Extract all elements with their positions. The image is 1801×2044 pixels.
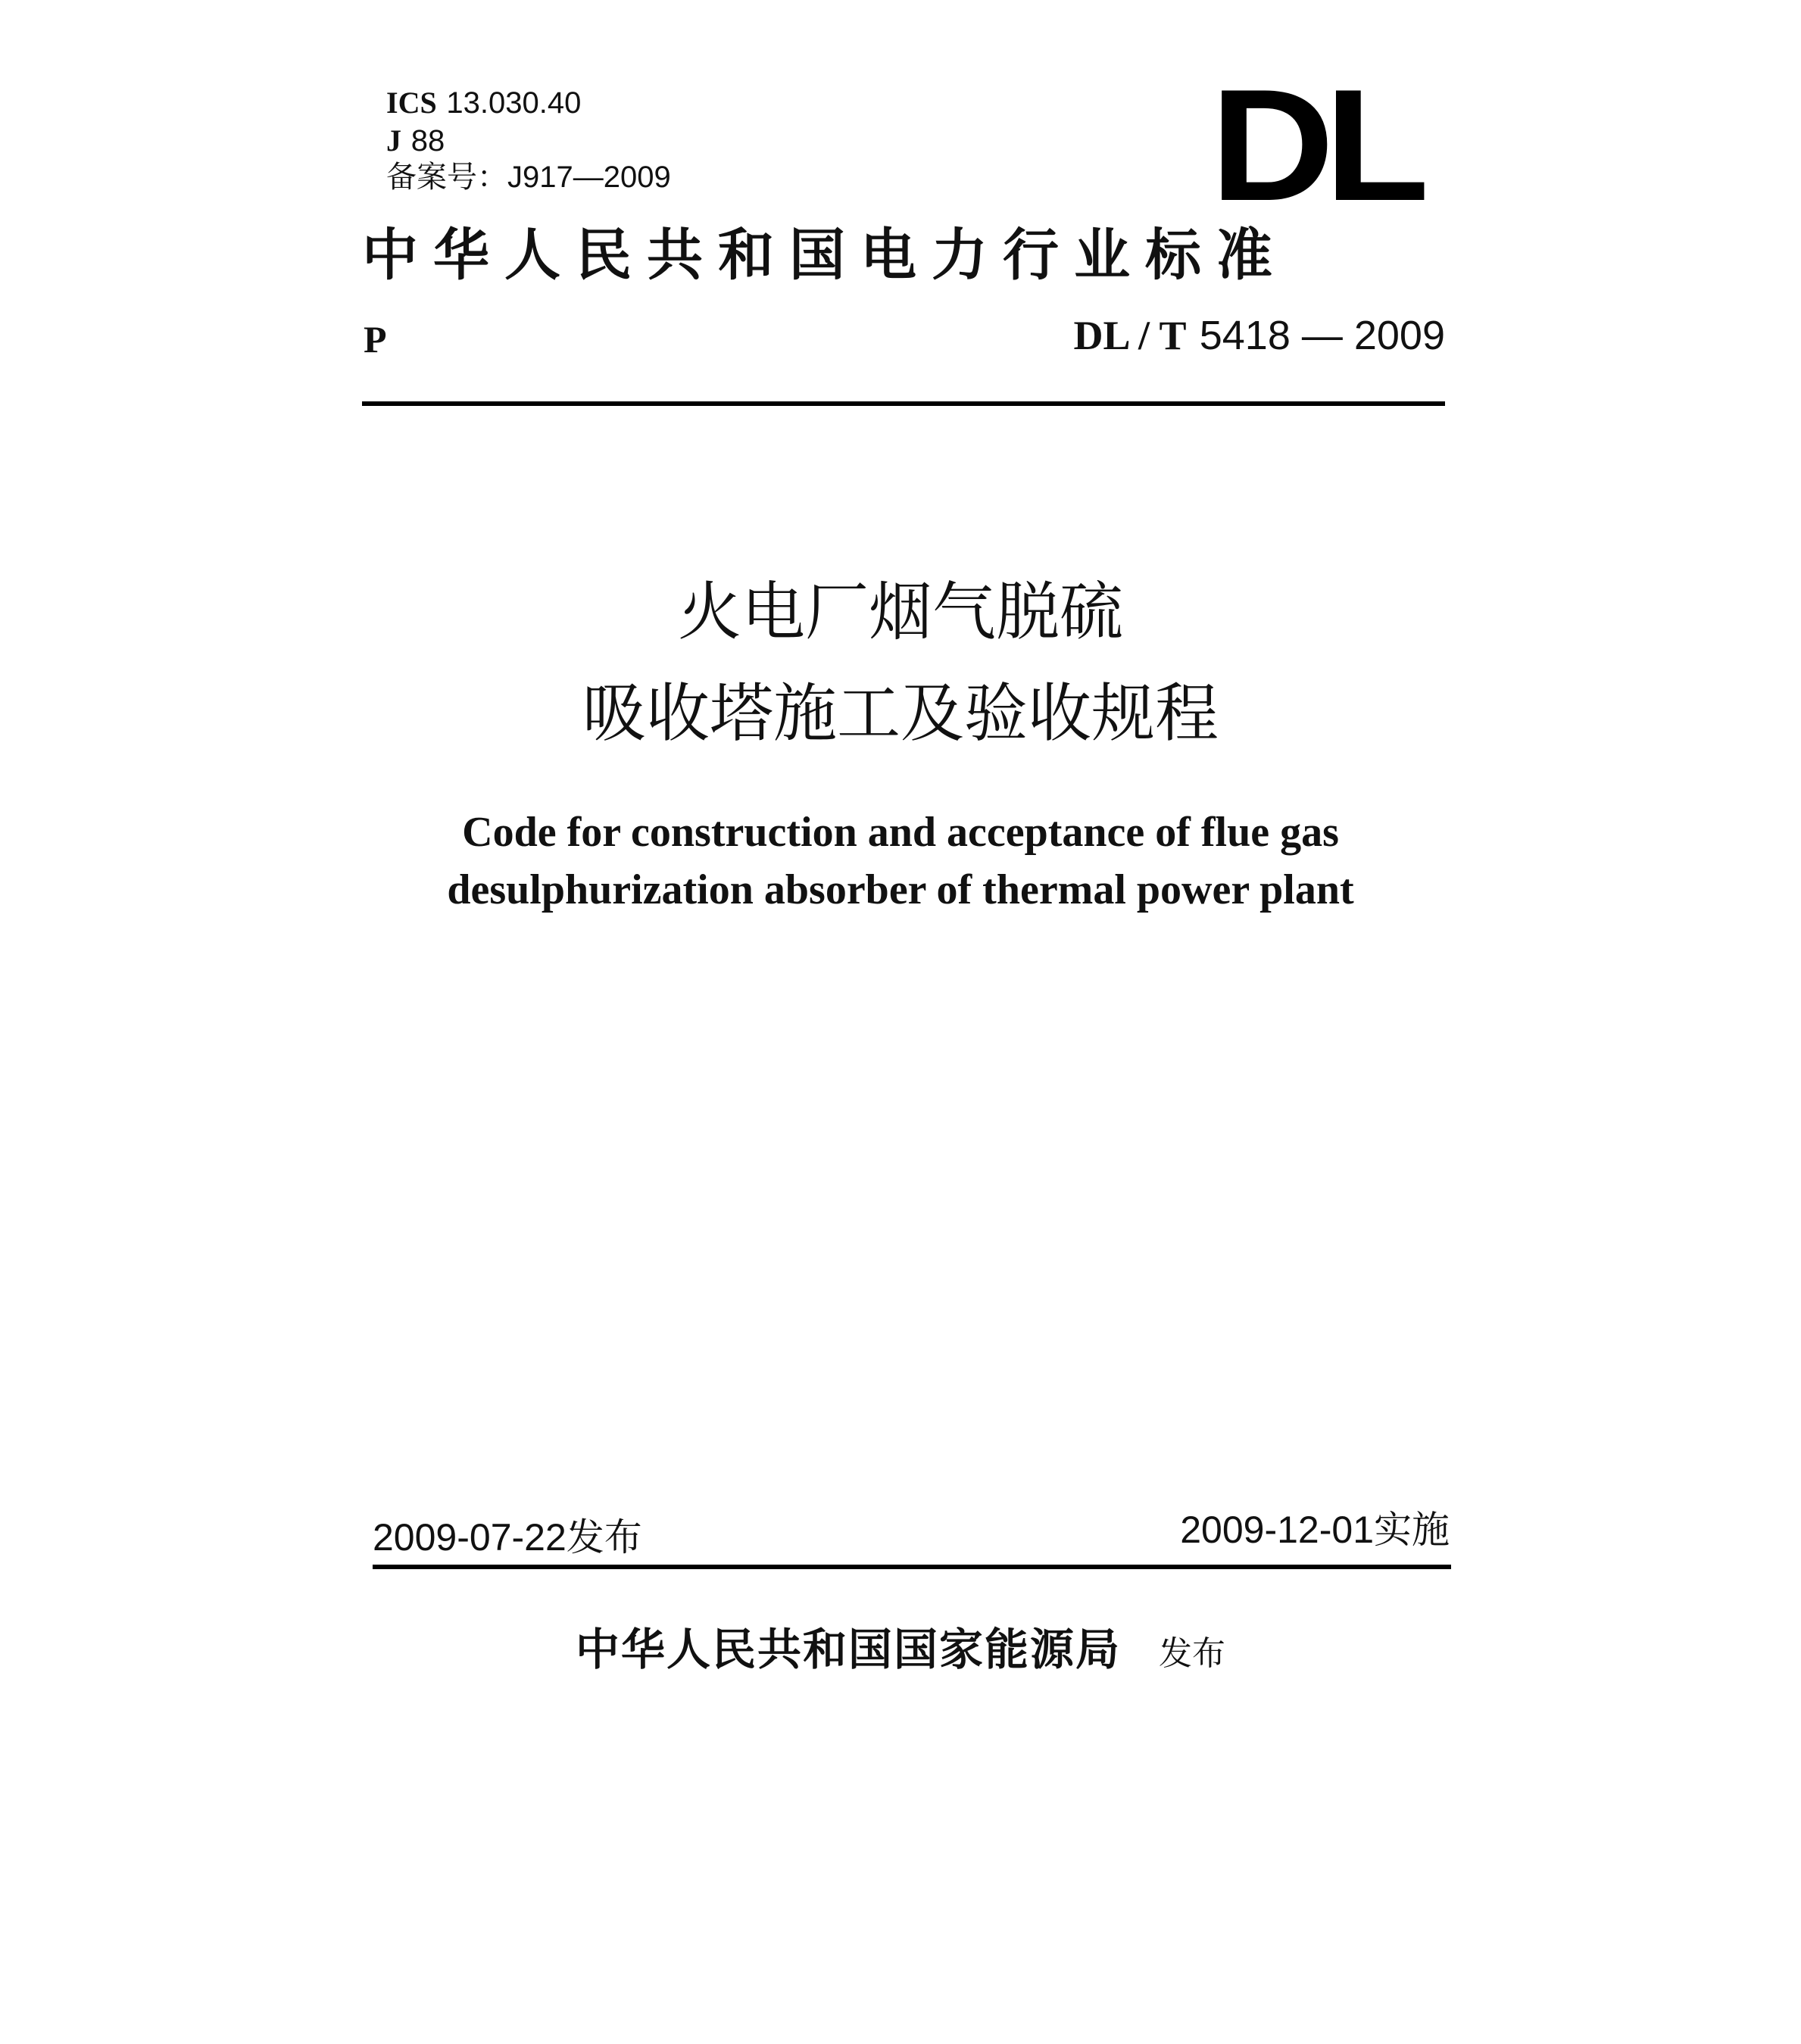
- header-divider: [362, 401, 1445, 406]
- en-title-line2: desulphurization absorber of thermal power plant: [447, 866, 1354, 913]
- dl-logo: DL: [1210, 56, 1420, 234]
- issuer-organization: 中华人民共和国国家能源局: [575, 1624, 1121, 1675]
- issuer: [0, 1619, 1801, 1691]
- j-label: J: [386, 123, 401, 158]
- issue-date-label: 发布: [566, 1515, 642, 1559]
- implement-date: [1180, 1507, 1450, 1553]
- implement-date-value: 2009-12-01: [1180, 1509, 1374, 1551]
- issue-date: [373, 1515, 642, 1560]
- j-code: [386, 123, 445, 159]
- ics-label: ICS: [386, 86, 437, 120]
- standard-number: [1073, 311, 1445, 360]
- j-value: 88: [410, 124, 445, 158]
- en-title-line1: Code for construction and acceptance of flue gas: [462, 809, 1339, 856]
- issue-date-value: 2009-07-22: [373, 1516, 567, 1559]
- category-code: P: [364, 318, 387, 360]
- record-label: 备案号：: [386, 161, 507, 194]
- cn-title-line1: 火电厂烟气脱硫: [677, 575, 1123, 649]
- footer-divider: [373, 1565, 1451, 1569]
- standard-number-value: 5418 — 2009: [1199, 313, 1445, 358]
- implement-date-label: 实施: [1374, 1508, 1450, 1552]
- ics-code: [386, 85, 581, 121]
- record-number: [386, 159, 671, 195]
- issuer-action: 发布: [1159, 1634, 1225, 1673]
- standard-number-prefix: DL / T: [1073, 313, 1187, 358]
- standard-type-title: 中华人民共和国电力行业标准: [362, 223, 1288, 288]
- cn-title-line2: 吸收塔施工及验收规程: [582, 676, 1219, 751]
- ics-value: 13.030.40: [446, 86, 582, 120]
- record-value: J917—2009: [507, 161, 671, 194]
